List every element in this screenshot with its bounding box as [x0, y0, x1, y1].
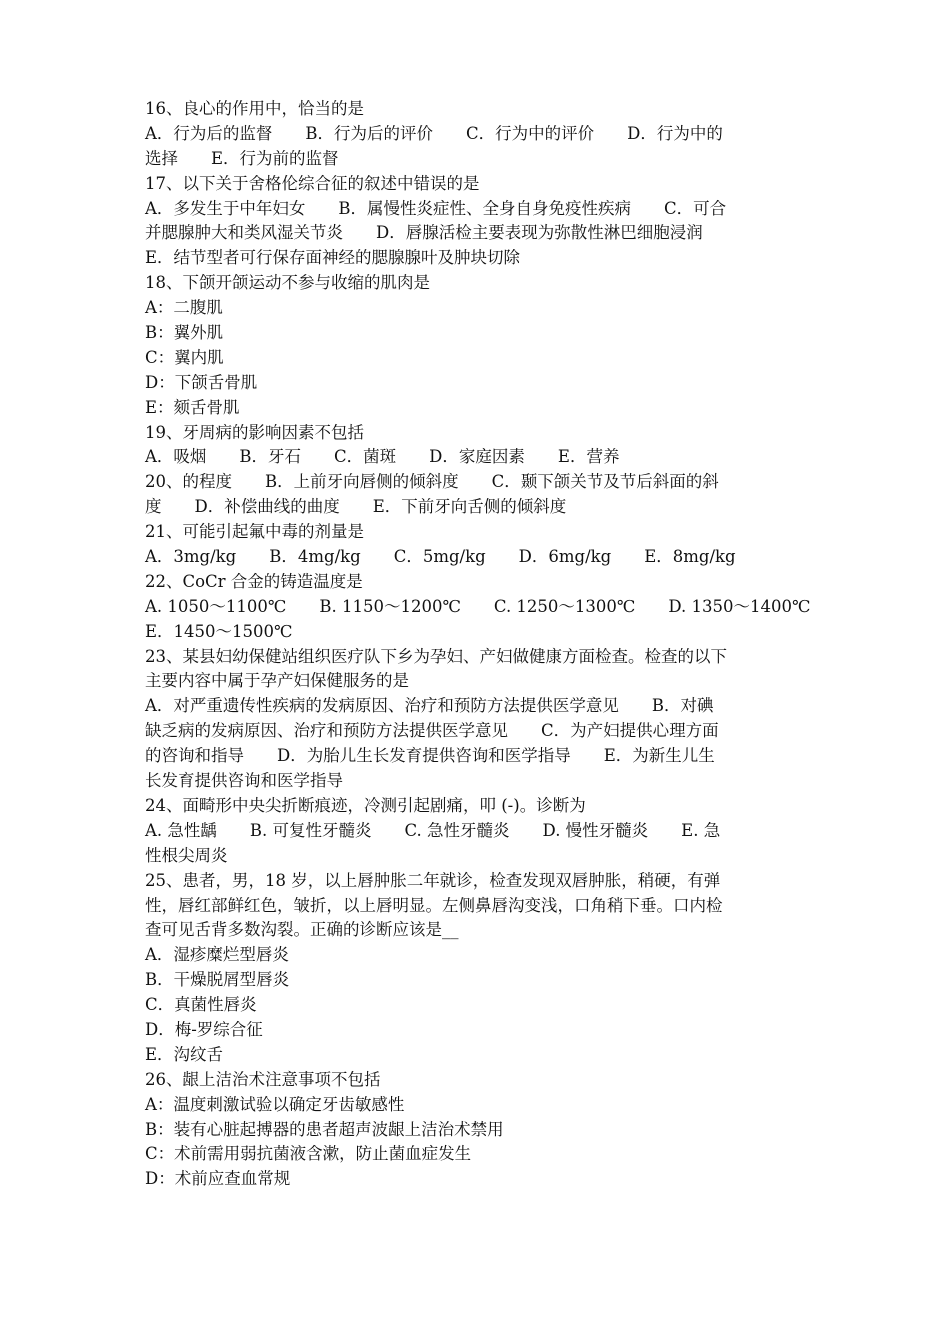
line-text: D：下颌舌骨肌 — [145, 372, 258, 392]
text-line — [145, 993, 825, 1018]
line-text: 并腮腺肿大和类风湿关节炎 D．唇腺活检主要表现为弥散性淋巴细胞浸润 — [145, 223, 703, 243]
line-text: 度 D．补偿曲线的曲度 E．下前牙向舌侧的倾斜度 — [145, 497, 567, 517]
line-text: 26、龈上洁治术注意事项不包括 — [145, 1069, 381, 1089]
line-text: B．干燥脱屑型唇炎 — [145, 970, 290, 990]
line-text: E：颏舌骨肌 — [145, 397, 240, 417]
line-text: E．结节型者可行保存面神经的腮腺腺叶及肿块切除 — [145, 248, 521, 268]
text-line — [145, 968, 825, 993]
text-line — [145, 97, 825, 122]
line-text: C：术前需用弱抗菌液含漱，防止菌血症发生 — [145, 1144, 472, 1164]
text-line — [145, 794, 825, 819]
text-line — [145, 147, 825, 172]
line-text: 18、下颌开颌运动不参与收缩的肌肉是 — [145, 273, 430, 293]
text-line — [145, 669, 825, 694]
line-text: 24、面畸形中央尖折断痕迹，冷测引起剧痛，叩 (-)。诊断为 — [145, 795, 586, 815]
line-text: 查可见舌背多数沟裂。正确的诊断应该是__ — [145, 920, 459, 940]
text-line — [145, 271, 825, 296]
text-line — [145, 421, 825, 446]
text-line — [145, 719, 825, 744]
line-text: B：装有心脏起搏器的患者超声波龈上洁治术禁用 — [145, 1119, 504, 1139]
line-text: A：二腹肌 — [145, 298, 223, 318]
text-line — [145, 371, 825, 396]
line-text: D．梅-罗综合征 — [145, 1019, 263, 1039]
text-line — [145, 844, 825, 869]
line-text: C．真菌性唇炎 — [145, 995, 257, 1015]
line-text: 性，唇红部鲜红色，皱折，以上唇明显。左侧鼻唇沟变浅，口角稍下垂。口内检 — [145, 895, 723, 915]
line-text: 21、可能引起氟中毒的剂量是 — [145, 522, 364, 542]
text-line — [145, 869, 825, 894]
text-line — [145, 570, 825, 595]
text-line — [145, 1018, 825, 1043]
text-line — [145, 819, 825, 844]
text-line — [145, 1142, 825, 1167]
text-line — [145, 396, 825, 421]
text-line — [145, 769, 825, 794]
text-line — [145, 321, 825, 346]
document-page — [145, 97, 825, 1192]
line-text: A. 1050～1100℃ B. 1150～1200℃ C. 1250～1300℃ D. 1350～1400℃ — [145, 596, 811, 616]
text-line — [145, 694, 825, 719]
text-line — [145, 545, 825, 570]
text-line — [145, 620, 825, 645]
line-text: 17、以下关于舍格伦综合征的叙述中错误的是 — [145, 173, 480, 193]
text-line — [145, 445, 825, 470]
line-text: C：翼内肌 — [145, 347, 224, 367]
text-line — [145, 246, 825, 271]
line-text: 22、CoCr 合金的铸造温度是 — [145, 571, 363, 591]
line-text: E．沟纹舌 — [145, 1044, 224, 1064]
text-line — [145, 595, 825, 620]
line-text: 23、某县妇幼保健站组织医疗队下乡为孕妇、产妇做健康方面检查。检查的以下 — [145, 646, 727, 666]
line-text: 性根尖周炎 — [145, 845, 228, 865]
text-line — [145, 744, 825, 769]
line-text: 19、牙周病的影响因素不包括 — [145, 422, 364, 442]
text-line — [145, 470, 825, 495]
line-text: 25、患者，男，18 岁，以上唇肿胀二年就诊，检查发现双唇肿胀，稍硬，有弹 — [145, 870, 721, 890]
line-text: 16、良心的作用中，恰当的是 — [145, 99, 364, 118]
line-text: A．多发生于中年妇女 B．属慢性炎症性、全身自身免疫性疾病 C．可合 — [145, 198, 727, 218]
text-line — [145, 495, 825, 520]
text-line — [145, 1068, 825, 1093]
text-line — [145, 221, 825, 246]
text-line — [145, 172, 825, 197]
line-text: 长发育提供咨询和医学指导 — [145, 771, 343, 791]
text-line — [145, 1093, 825, 1118]
text-line — [145, 894, 825, 919]
text-line — [145, 943, 825, 968]
line-text: A．对严重遗传性疾病的发病原因、治疗和预防方法提供医学意见 B．对碘 — [145, 696, 714, 716]
line-text: 缺乏病的发病原因、治疗和预防方法提供医学意见 C．为产妇提供心理方面 — [145, 721, 719, 741]
text-line — [145, 296, 825, 321]
line-text: A．3mg/kg B．4mg/kg C．5mg/kg D．6mg/kg E．8mg/kg — [145, 547, 736, 567]
text-line — [145, 346, 825, 371]
line-text: E．1450～1500℃ — [145, 621, 293, 641]
text-line — [145, 197, 825, 222]
line-text: B：翼外肌 — [145, 323, 224, 343]
text-line — [145, 1043, 825, 1068]
line-text: A．行为后的监督 B．行为后的评价 C．行为中的评价 D．行为中的 — [145, 123, 723, 143]
line-text: A：温度刺激试验以确定牙齿敏感性 — [145, 1094, 405, 1114]
text-line — [145, 1167, 825, 1192]
line-text: 主要内容中属于孕产妇保健服务的是 — [145, 671, 409, 691]
text-line — [145, 918, 825, 943]
line-text: 的咨询和指导 D．为胎儿生长发育提供咨询和医学指导 E．为新生儿生 — [145, 746, 715, 766]
text-line — [145, 1118, 825, 1143]
line-text: A．吸烟 B．牙石 C．菌斑 D．家庭因素 E．营养 — [145, 447, 620, 467]
line-text: A. 急性龋 B. 可复性牙髓炎 C. 急性牙髓炎 D. 慢性牙髓炎 E. 急 — [145, 820, 721, 840]
line-text: D：术前应查血常规 — [145, 1169, 291, 1189]
line-text: A．湿疹糜烂型唇炎 — [145, 945, 289, 965]
line-text: 选择 E．行为前的监督 — [145, 148, 339, 168]
text-line — [145, 122, 825, 147]
text-line — [145, 520, 825, 545]
text-line — [145, 645, 825, 670]
line-text: 20、的程度 B．上前牙向唇侧的倾斜度 C．颞下颌关节及节后斜面的斜 — [145, 472, 719, 492]
